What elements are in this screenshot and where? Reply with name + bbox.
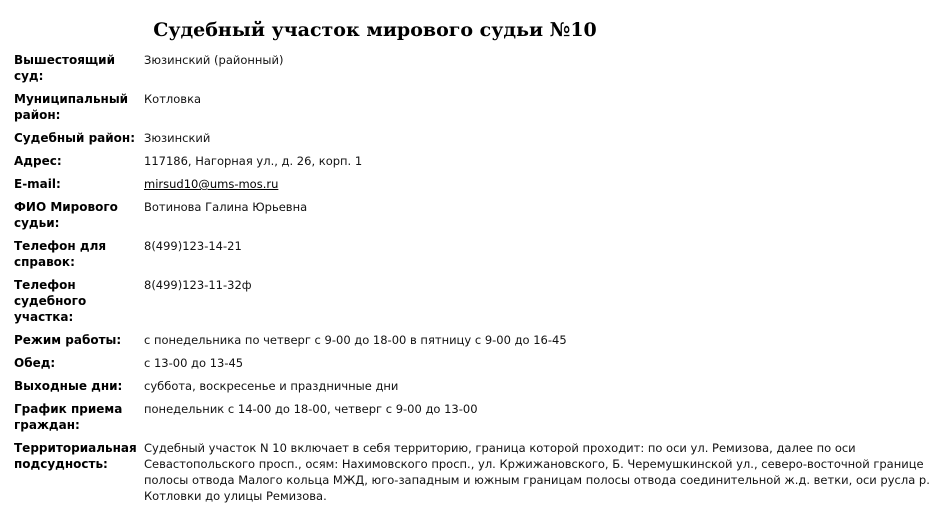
jurisdiction-label: Территориальная подсудность:: [14, 441, 137, 471]
judge-name-label: ФИО Мирового судьи:: [14, 200, 118, 230]
days-off-value: суббота, воскресенье и праздничные дни: [144, 379, 399, 393]
inquiry-phone-value: 8(499)123-14-21: [144, 239, 242, 253]
judicial-district-label: Судебный район:: [14, 131, 135, 145]
court-info-table: [10, 49, 945, 508]
email-label: E-mail:: [14, 177, 61, 191]
info-row-reception-schedule: [10, 398, 945, 437]
judicial-district-value: Зюзинский: [144, 131, 211, 145]
address-label: Адрес:: [14, 154, 62, 168]
lunch-label: Обед:: [14, 356, 56, 370]
info-row-working-hours: [10, 329, 945, 352]
superior-court-value: Зюзинский (районный): [144, 53, 284, 67]
reception-schedule-label: График приема граждан:: [14, 402, 123, 432]
inquiry-phone-label: Телефон для справок:: [14, 239, 107, 269]
page-title-text: Судебный участок мирового судьи №10: [153, 19, 597, 41]
superior-court-label: Вышестоящий суд:: [14, 53, 115, 83]
address-value: 117186, Нагорная ул., д. 26, корп. 1: [144, 154, 363, 168]
lunch-value: с 13-00 до 13-45: [144, 356, 244, 370]
municipal-district-label: Муниципальный район:: [14, 92, 129, 122]
info-row-municipal-district: [10, 88, 945, 127]
court-phone-value: 8(499)123-11-32ф: [144, 278, 252, 292]
jurisdiction-value: Судебный участок N 10 включает в себя территорию, граница которой проходит: по оси ул. Ремизова, далее по оси Севастопольского просп., осям: Нахимовского просп., ул. Кржижановского, Б. Черемушкинской ул., северо-восточной границе полосы отвода Малого кольца МЖД, юго-западным и южным границам полосы отвода соединительной ж.д. ветки, оси русла р. Котловки до улицы Ремизова.: [144, 441, 930, 503]
info-row-inquiry-phone: [10, 235, 945, 274]
info-row-superior-court: [10, 49, 945, 88]
email-link[interactable]: mirsud10@ums-mos.ru: [144, 177, 279, 191]
info-row-judicial-district: [10, 127, 945, 150]
info-row-court-phone: [10, 274, 945, 329]
page-title: [0, 17, 950, 43]
working-hours-label: Режим работы:: [14, 333, 122, 347]
email-value: [140, 173, 945, 196]
info-row-judge-name: [10, 196, 945, 235]
reception-schedule-value: понедельник с 14-00 до 18-00, четверг с 9-00 до 13-00: [144, 402, 478, 416]
days-off-label: Выходные дни:: [14, 379, 123, 393]
info-row-address: [10, 150, 945, 173]
info-row-lunch: [10, 352, 945, 375]
court-phone-label: Телефон судебного участка:: [14, 278, 87, 324]
judge-name-value: Вотинова Галина Юрьевна: [144, 200, 308, 214]
info-row-days-off: [10, 375, 945, 398]
municipal-district-value: Котловка: [144, 92, 202, 106]
info-row-email: [10, 173, 945, 196]
info-row-jurisdiction: [10, 437, 945, 508]
working-hours-value: с понедельника по четверг с 9-00 до 18-00 в пятницу с 9-00 до 16-45: [144, 333, 567, 347]
